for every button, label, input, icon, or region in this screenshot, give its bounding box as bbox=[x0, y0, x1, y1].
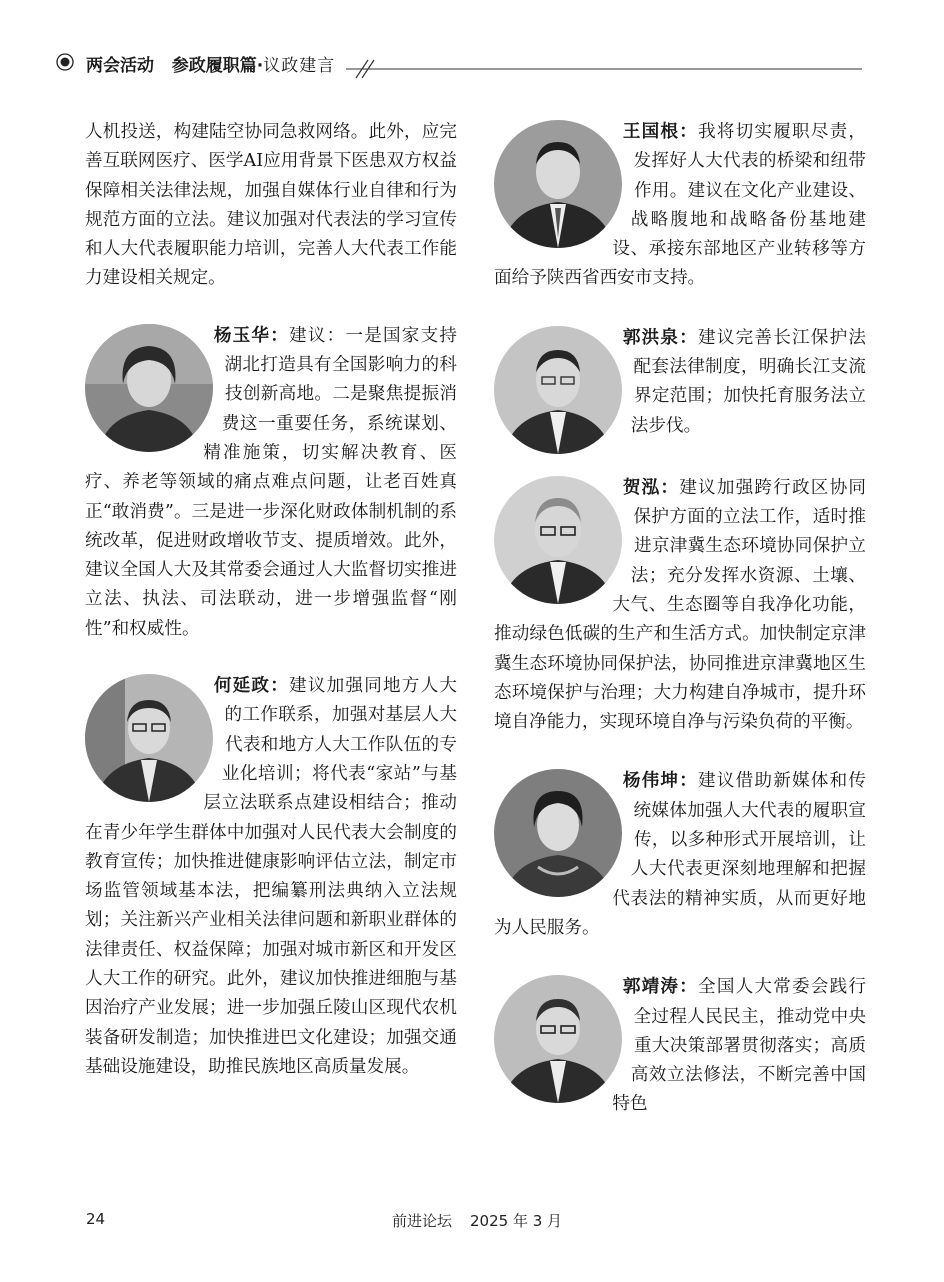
entry-guo-hongquan bbox=[494, 324, 866, 458]
speaker-text: 我将切实履职尽责，发挥好人大代表的桥梁和纽带作用。建议在文化产业建设、战略腹地和战略备份基地建设、承接东部地区产业转移等方面给予陕西省西安市支持。 bbox=[494, 122, 866, 289]
speaker-text: 建议加强跨行政区协同保护方面的立法工作，适时推进京津冀生态环境协同保护立法；充分发挥水资源、土壤、大气、生态圈等自我净化功能，推动绿色低碳的生产和生活方式。加快制定京津冀生态环境协同保护法，协同推进京津冀地区生态环境保护与治理；大力构建自净城市，提升环境自净能力，实现环境自净与污染负荷的平衡。 bbox=[494, 477, 866, 733]
header-column: 参政履职篇 bbox=[171, 56, 257, 76]
speaker-name: 何延政： bbox=[213, 676, 290, 697]
speaker-name: 贺泓： bbox=[622, 477, 680, 498]
issue-date: 2025 年 3 月 bbox=[470, 1212, 563, 1230]
magazine-name: 前进论坛 bbox=[392, 1212, 453, 1230]
portrait-photo bbox=[494, 120, 622, 248]
speaker-text: 全国人大常委会践行全过程人民民主，推动党中央重大决策部署贯彻落实；高质高效立法修法，不断完善中国特色 bbox=[612, 977, 866, 1115]
speaker-text: 建议借助新媒体和传统媒体加强人大代表的履职宣传，以多种形式开展培训，让人大代表更深刻地理解和把握代表法的精神实质，从而更好地为人民服务。 bbox=[494, 771, 866, 938]
portrait-photo bbox=[494, 476, 622, 604]
header-section: 两会活动 bbox=[86, 56, 154, 76]
entry-wang-guogen bbox=[494, 118, 866, 294]
speaker-name: 郭洪泉： bbox=[622, 327, 699, 348]
speaker-name: 郭靖涛： bbox=[622, 977, 699, 998]
speaker-text: 建议完善长江保护法配套法律制度，明确长江支流界定范围；加快托育服务法立法步伐。 bbox=[630, 327, 866, 436]
speaker-name: 杨伟坤： bbox=[622, 771, 699, 792]
header-title bbox=[86, 51, 335, 76]
entry-guo-jingtao bbox=[494, 973, 866, 1119]
speaker-text: 建议加强同地方人大的工作联系，加强对基层人大代表和地方人大工作队伍的专业化培训；将代表“家站”与基层立法联系点建设相结合；推动在青少年学生群体中加强对人民代表大会制度的教育宣传；加快推进健康影响评估立法，制定市场监管领域基本法，把编纂刑法典纳入立法规划；关注新兴产业相关法律问题和新职业群体的法律责任、权益保障；加强对城市新区和开发区人大工作的研究。此外，建议加快推进细胞与基因治疗产业发展；进一步加强丘陵山区现代农机装备研发制造；加快推进巴文化建设；加强交通基础设施建设，助推民族地区高质量发展。 bbox=[85, 676, 457, 1077]
page-footer bbox=[0, 1210, 944, 1234]
header-separator: · bbox=[256, 56, 264, 76]
header-subcolumn: 议政建言 bbox=[263, 56, 336, 76]
right-column bbox=[494, 118, 866, 1120]
left-column bbox=[85, 118, 457, 1082]
target-icon bbox=[56, 53, 74, 71]
speaker-text: 建议：一是国家支持湖北打造具有全国影响力的科技创新高地。二是聚焦提振消费这一重要任务，系统谋划、精准施策，切实解决教育、医疗、养老等领域的痛点难点问题，让老百姓真正“敢消费”。三是进一步深化财政体制机制的系统改革，促进财政增收节支、提质增效。此外，建议全国人大及其常委会通过人大监督切实推进立法、执法、司法联动，进一步增强监督“刚性”和权威性。 bbox=[85, 325, 457, 639]
portrait-photo bbox=[494, 975, 622, 1103]
page-number: 24 bbox=[86, 1210, 106, 1228]
portrait-photo bbox=[85, 324, 213, 452]
portrait-photo bbox=[494, 769, 622, 897]
speaker-name: 杨玉华： bbox=[213, 325, 290, 346]
portrait-photo bbox=[494, 326, 622, 454]
intro-paragraph: 人机投送，构建陆空协同急救网络。此外，应完善互联网医疗、医学AI应用背景下医患双方权益保障相关法律法规，加强自媒体行业自律和行为规范方面的立法。建议加强对代表法的学习宣传和人大代表履职能力培训，完善人大代表工作能力建设相关规定。 bbox=[85, 122, 457, 289]
portrait-photo bbox=[85, 674, 213, 802]
entry-he-hong bbox=[494, 474, 866, 738]
speaker-name: 王国根： bbox=[622, 122, 699, 142]
entry-yang-yuhua bbox=[85, 322, 457, 644]
entry-yang-weikun bbox=[494, 767, 866, 943]
page-header bbox=[56, 48, 862, 80]
entry-he-yanzheng bbox=[85, 672, 457, 1082]
